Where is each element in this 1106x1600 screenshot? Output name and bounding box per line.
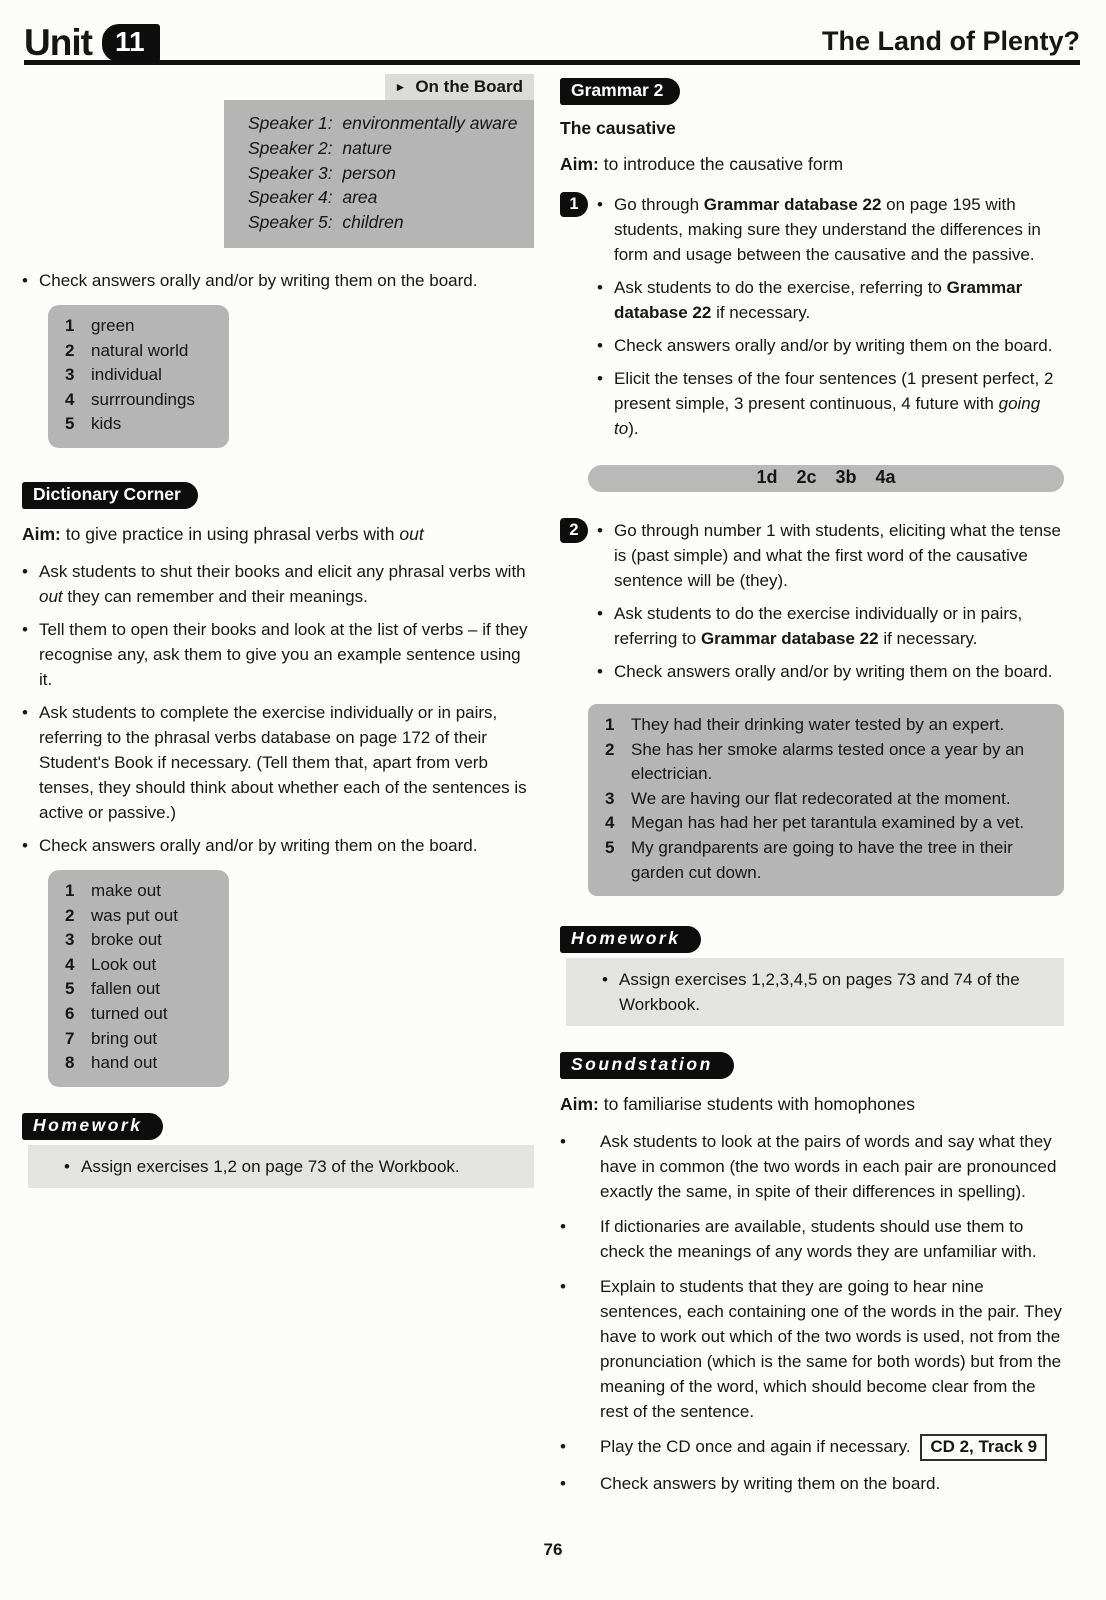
bullet-dot: • [560, 1217, 566, 1237]
bullet-dot: • [560, 1277, 566, 1297]
answers-box-listening [48, 305, 229, 448]
answer-item [65, 1051, 213, 1076]
answer-item [65, 388, 213, 413]
answer-item [65, 412, 213, 437]
answer-text: natural world [91, 340, 189, 360]
text-segment: if necessary. [711, 303, 811, 322]
text-segment: Aim: [560, 154, 599, 174]
bullet-dot: • [597, 336, 603, 355]
answers-box-causative [588, 704, 1064, 896]
text-segment: Assign exercises 1,2,3,4,5 on pages 73 and 74 of the Workbook. [619, 970, 1020, 1015]
bullet-text [614, 192, 1064, 267]
answer-number: 1 [605, 715, 615, 734]
bullet-dot: • [597, 521, 603, 540]
causative-subtitle: The causative [560, 118, 676, 138]
page-number: 76 [543, 1540, 563, 1559]
bullet-item [560, 1129, 1064, 1204]
text-segment: Play the CD once and again if necessary. [600, 1437, 916, 1457]
board-line: Speaker 5: children [248, 212, 404, 233]
bullet-dot: • [597, 369, 603, 388]
soundstation-badge: Soundstation [560, 1052, 734, 1079]
text-segment: Go through number 1 with students, eliciting what the tense is (past simple) and what the first word of the causative sentence will be (they). [614, 521, 1061, 590]
answer-text: individual [91, 365, 162, 385]
soundstation-bullets [560, 1129, 1064, 1496]
bullet-dot: • [22, 619, 28, 639]
bullet-dot: • [597, 195, 603, 214]
on-the-board-label [385, 74, 534, 100]
page-title: The Land of Plenty? [821, 26, 1080, 56]
on-the-board-text: On the Board [415, 77, 523, 96]
board-line: Speaker 1: environmentally aware [248, 113, 518, 133]
text-segment: Tell them to open their books and look at the list of verbs – if they recognise any, ask them to give you an example sentence using it. [39, 619, 528, 689]
bullet-text [614, 659, 1052, 684]
bullet-text [600, 1471, 940, 1496]
text-segment: Ask students to do the exercise, referring to [614, 278, 947, 297]
bullet-dot: • [22, 835, 28, 855]
answer-item [65, 1027, 213, 1052]
text-segment: out [399, 523, 424, 544]
grammar2-badge: Grammar 2 [560, 78, 680, 105]
bullet-text [614, 518, 1064, 593]
board-line: Speaker 3: person [248, 162, 396, 183]
board-line: Speaker 2: nature [248, 137, 392, 158]
bullet-item [597, 518, 1064, 593]
answer-text: make out [91, 880, 161, 900]
dictionary-corner-badge: Dictionary Corner [22, 482, 198, 509]
soundstation-aim [560, 1092, 1064, 1117]
bullet-text [600, 1434, 1047, 1461]
text-segment: to introduce the causative form [598, 154, 844, 174]
answer-text: We are having our flat redecorated at the moment. [631, 788, 1011, 808]
bullet-item [22, 617, 534, 692]
answer-number: 4 [65, 389, 75, 409]
text-segment: they can remember and their meanings. [62, 586, 368, 606]
bullet-item [560, 1274, 1064, 1424]
answer-number: 5 [605, 837, 615, 857]
answer-number: 2 [65, 905, 75, 925]
answer-item [65, 928, 213, 953]
check-answers-bullets [22, 268, 534, 293]
bullet-dot: • [602, 970, 608, 990]
homework-section-left [22, 1113, 534, 1188]
bullet-text [600, 1214, 1064, 1264]
grammar2-aim [560, 152, 1064, 177]
dictionary-corner-section [22, 482, 534, 1087]
text-segment: on page 195 with students, making sure they understand the differences in form and usage between the causative and the passive. [614, 195, 1041, 264]
answer-text: turned out [91, 1003, 168, 1023]
answer-item [65, 879, 213, 904]
bullet-text [619, 967, 1058, 1017]
bullet-item [64, 1154, 528, 1179]
text-segment: Elicit the tenses of the four sentences (1 present perfect, 2 present simple, 3 present continuous, 4 future with [614, 369, 1054, 413]
answer-number: 4 [605, 813, 615, 833]
answer-text: bring out [91, 1028, 158, 1048]
answer-number: 8 [65, 1053, 75, 1073]
text-segment: Ask students to complete the exercise individually or in pairs, referring to the phrasal verbs database on page 172 of their Student's Book if necessary. (Tell them that, apart from verb tenses, they should think about whether each of the sentences is active or passive.) [39, 702, 527, 822]
answer-text: They had their drinking water tested by an expert. [631, 715, 1005, 734]
bullet-text [600, 1129, 1064, 1204]
bullet-item [602, 967, 1058, 1017]
text-segment: Go through [614, 195, 704, 214]
answer-item [65, 363, 213, 388]
text-segment: Check answers orally and/or by writing them on the board. [39, 835, 478, 855]
answer-text: Look out [91, 954, 157, 974]
answer-text: was put out [91, 905, 178, 925]
bullet-text [614, 601, 1064, 651]
text-segment: Grammar database 22 [614, 278, 1023, 322]
text-segment: to give practice in using phrasal verbs with [60, 523, 400, 544]
text-segment: Ask students to shut their books and elicit any phrasal verbs with [39, 561, 526, 581]
bullet-dot: • [560, 1132, 566, 1152]
homework-badge-left: Homework [22, 1113, 163, 1140]
text-segment: Check answers orally and/or by writing them on the board. [39, 270, 478, 290]
answer-item [65, 314, 213, 339]
bullet-text [39, 833, 477, 858]
dictionary-corner-aim [22, 522, 534, 547]
answer-number: 2 [605, 739, 615, 759]
text-segment: Ask students to look at the pairs of words and say what they have in common (the two words in each pair are pronounced exactly the same, in spite of their differences in spelling). [600, 1132, 1057, 1202]
answer-text: hand out [91, 1053, 158, 1073]
bullet-item [560, 1471, 1064, 1496]
bullet-item [560, 1214, 1064, 1264]
bullet-text [614, 333, 1052, 358]
text-segment: Explain to students that they are going to hear nine sentences, each containing one of the words in the pair. They have to work out which of the two words is used, not from the pronunciation (which is the same for both words) but from the meaning of the word, which should become clear from the rest of the sentence. [600, 1277, 1062, 1422]
answer-text: green [91, 315, 135, 335]
bullet-text [39, 700, 534, 825]
answer-item [605, 811, 1048, 836]
bullet-dot: • [64, 1156, 70, 1176]
text-segment: Grammar database 22 [703, 195, 882, 214]
answer-number: 2 [65, 340, 75, 360]
answers-strip-matching: 1d 2c 3b 4a [588, 465, 1064, 492]
answer-item [65, 977, 213, 1002]
answer-item [65, 953, 213, 978]
bullet-dot: • [22, 561, 28, 581]
text-segment: Grammar database 22 [700, 629, 879, 648]
homework-section-right [560, 926, 1064, 1026]
bullet-text [39, 268, 477, 293]
bullet-dot: • [597, 604, 603, 623]
answer-text: surrroundings [91, 389, 195, 409]
homework-strip-right [566, 958, 1064, 1026]
page-header [24, 14, 1080, 65]
answer-item [605, 787, 1048, 812]
bullet-item [597, 601, 1064, 651]
bullet-item [597, 275, 1064, 325]
grammar2-step-1 [560, 192, 1064, 449]
text-segment: going to [614, 394, 1041, 438]
unit-label: Unit [24, 22, 92, 63]
answer-text: She has her smoke alarms tested once a year by an electrician. [631, 739, 1025, 784]
board-line: Speaker 4: area [248, 187, 378, 208]
unit-heading [24, 22, 160, 64]
bullet-item [597, 333, 1064, 358]
bullet-dot: • [597, 278, 603, 297]
answer-item [65, 904, 213, 929]
bullet-item [597, 192, 1064, 267]
step-2-bullets [597, 518, 1064, 692]
unit-number-badge: 11 [102, 24, 160, 62]
grammar2-step-2 [560, 518, 1064, 692]
speakers-board-box [224, 100, 534, 248]
text-segment: Check answers orally and/or by writing them on the board. [614, 336, 1053, 355]
bullet-dot: • [22, 702, 28, 722]
answer-text: My grandparents are going to have the tree in their garden cut down. [631, 837, 1013, 882]
answer-number: 5 [65, 979, 75, 999]
left-column [22, 74, 534, 1188]
bullet-dot: • [22, 270, 28, 290]
bullet-item [22, 268, 534, 293]
answer-number: 5 [65, 414, 75, 434]
answer-item [605, 738, 1048, 787]
answer-item [605, 836, 1048, 885]
dictionary-corner-bullets [22, 559, 534, 858]
homework-badge-right: Homework [560, 926, 701, 953]
text-segment: Ask students to do the exercise individually or in pairs, referring to [614, 604, 1023, 648]
text-segment: If dictionaries are available, students should use them to check the meanings of any words they are unfamiliar with. [600, 1217, 1037, 1262]
bullet-text [614, 275, 1064, 325]
answer-number: 6 [65, 1003, 75, 1023]
text-segment: Check answers by writing them on the board. [600, 1474, 941, 1494]
bullet-text [81, 1154, 460, 1179]
answer-text: Megan has had her pet tarantula examined by a vet. [631, 813, 1025, 833]
bullet-dot: • [560, 1474, 566, 1494]
answer-number: 4 [65, 954, 75, 974]
answer-text: fallen out [91, 979, 160, 999]
answer-text: broke out [91, 930, 162, 950]
text-segment: out [39, 586, 63, 606]
bullet-dot: • [597, 662, 603, 681]
answer-number: 3 [65, 930, 75, 950]
answer-number: 7 [65, 1028, 75, 1048]
bullet-text [600, 1274, 1064, 1424]
triangle-icon: ► [394, 80, 407, 94]
bullet-text [39, 617, 534, 692]
bullet-item [22, 833, 534, 858]
answer-text: kids [91, 414, 122, 434]
bullet-item [22, 700, 534, 825]
right-column [560, 78, 1064, 1506]
text-segment: Check answers orally and/or by writing them on the board. [614, 662, 1053, 681]
text-segment: Assign exercises 1,2 on page 73 of the Workbook. [81, 1156, 460, 1176]
cd-track-chip: CD 2, Track 9 [920, 1434, 1047, 1461]
bullet-text [614, 366, 1064, 441]
text-segment: ). [628, 419, 639, 438]
bullet-item [597, 366, 1064, 441]
bullet-dot: • [560, 1437, 566, 1457]
answer-number: 1 [65, 315, 75, 335]
homework-strip-left [28, 1145, 534, 1188]
step-2-number-badge: 2 [560, 518, 588, 543]
step-1-bullets [597, 192, 1064, 449]
bullet-item [560, 1434, 1064, 1461]
text-segment: Aim: [22, 523, 61, 544]
answer-number: 1 [65, 880, 75, 900]
text-segment: Aim: [560, 1094, 599, 1115]
bullet-item [597, 659, 1064, 684]
text-segment: to familiarise students with homophones [598, 1094, 916, 1115]
text-segment: if necessary. [878, 629, 978, 648]
answer-number: 3 [65, 365, 75, 385]
step-1-number-badge: 1 [560, 192, 588, 217]
answer-item [65, 1002, 213, 1027]
answer-number: 3 [605, 788, 615, 808]
answers-box-phrasal-verbs [48, 870, 229, 1087]
bullet-item [22, 559, 534, 609]
soundstation-section [560, 1052, 1064, 1496]
answer-item [65, 339, 213, 364]
bullet-text [39, 559, 534, 609]
answer-item [605, 713, 1048, 738]
